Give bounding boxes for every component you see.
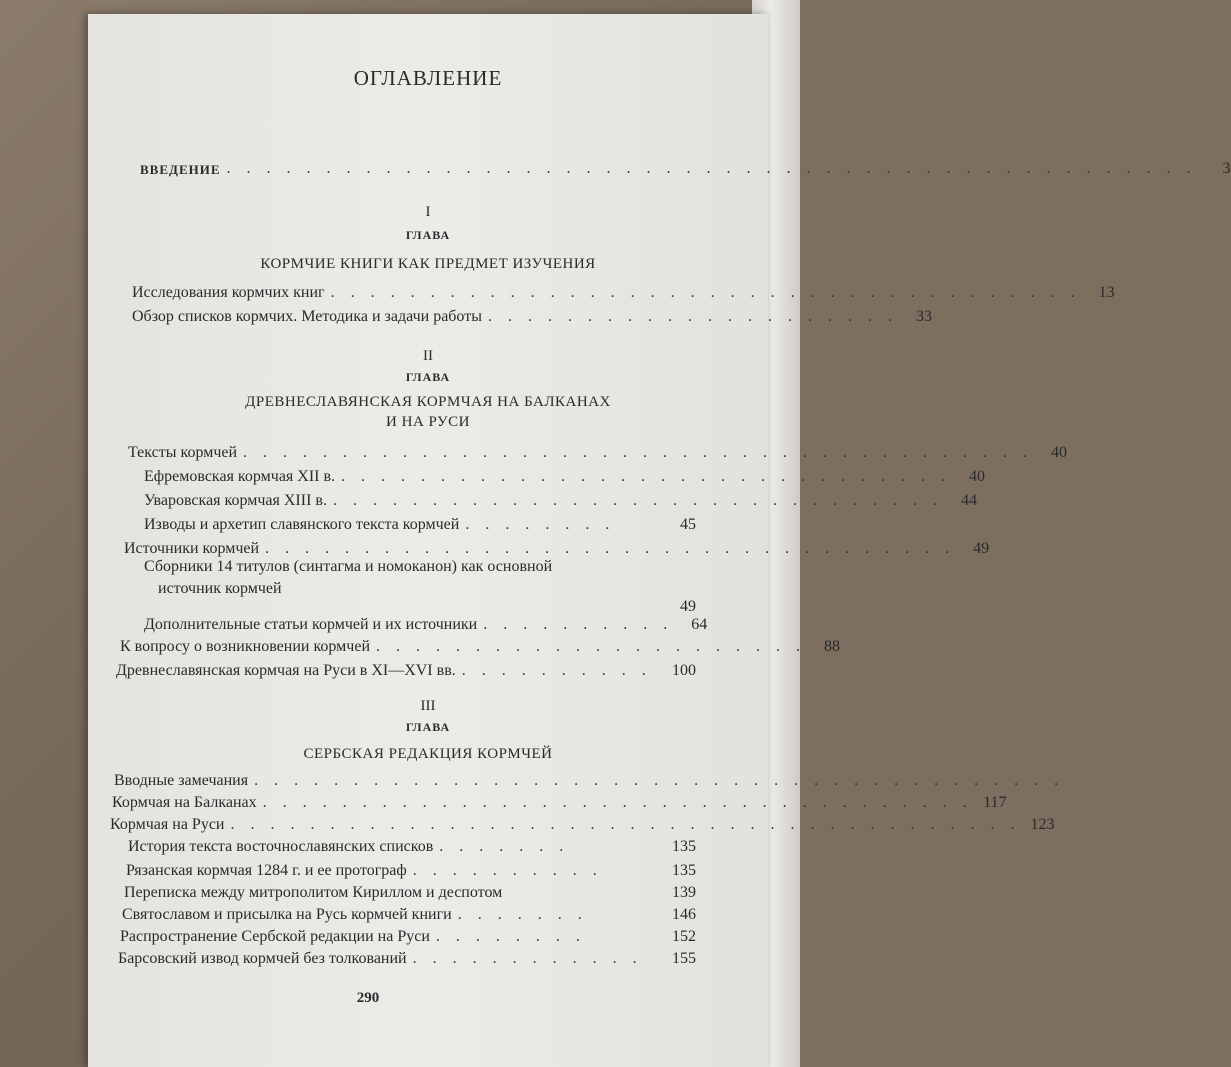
book-page (88, 14, 1231, 1067)
toc-entry-page: 135 (672, 862, 696, 879)
toc-entry-page: 123 (1030, 816, 1055, 833)
toc-entry (116, 658, 696, 680)
toc-entry (110, 812, 1055, 834)
toc-entry-intro (140, 156, 1231, 178)
toc-entry (128, 834, 696, 856)
leader-dots: . . . . . . . . . . (461, 662, 652, 679)
leader-dots (288, 580, 662, 598)
toc-entry (112, 790, 1007, 812)
toc-entry-page: 3 (1222, 160, 1231, 177)
toc-entry-text: Распространение Сербской редакции на Руси (120, 928, 430, 945)
leader-dots: . . . . . . . . (465, 516, 616, 533)
chapter-numeral: II (423, 348, 433, 364)
toc-entry-page: 135 (672, 838, 696, 855)
chapter-title: ДРЕВНЕСЛАВЯНСКАЯ КОРМЧАЯ НА БАЛКАНАХ (245, 394, 611, 410)
toc-entry-text: Тексты кормчей (128, 444, 238, 461)
leader-dots: . . . . . . . . (435, 928, 586, 945)
leader-dots: . . . . . . . . . . . . . . . . . . . . . (487, 308, 898, 325)
toc-entry-page: 40 (1051, 444, 1068, 461)
leader-dots (508, 884, 662, 902)
chapter-label: ГЛАВА (405, 228, 451, 242)
toc-entry-text: Святославом и присылка на Русь кормчей книги (122, 906, 452, 923)
chapter-title: КОРМЧИЕ КНИГИ КАК ПРЕДМЕТ ИЗУЧЕНИЯ (260, 256, 596, 272)
chapter-numeral: III (420, 698, 436, 714)
chapter-label: ГЛАВА (405, 720, 451, 734)
toc-entry-text: Изводы и архетип славянского текста кормчей (144, 516, 460, 533)
toc-entry (144, 488, 977, 510)
toc-entry-page: 44 (960, 492, 977, 509)
toc-entry (126, 858, 696, 880)
leader-dots: . . . . . . . . . . . . . . . . . . . . . . . . . . . . . . . (341, 468, 952, 485)
toc-entry (122, 902, 696, 924)
toc-entry-text: Вводные замечания (114, 772, 249, 789)
toc-entry-text: Барсовский извод кормчей без толкований (118, 950, 407, 967)
toc-entry (124, 536, 990, 558)
leader-dots: . . . . . . . . . . . . . . . . . . . . . . . . . . . . . . . (332, 492, 943, 509)
toc-entry-page: 49 (680, 598, 696, 615)
page-number: 290 (356, 990, 380, 1006)
toc-entry-page: 117 (983, 794, 1007, 811)
leader-dots: . . . . . . . (457, 906, 588, 923)
toc-entry (128, 440, 1068, 462)
toc-entry-text: Исследования кормчих книг (132, 284, 325, 301)
leader-dots: . . . . . . . . . . . . . . . . . . . . . . . . . . . . . . . . . . . (265, 540, 956, 557)
chapter-title-line2: И НА РУСИ (386, 414, 470, 430)
chapter-label: ГЛАВА (405, 370, 451, 384)
leader-dots: . . . . . . . . . . . . . . . . . . . . . . . . . . . . . . . . . . . . . . (330, 284, 1081, 301)
toc-entry-page: 45 (680, 516, 696, 533)
toc-entry (144, 512, 696, 534)
leader-dots: . . . . . . . . . . (412, 862, 603, 879)
leader-dots: . . . . . . . . . . . . . . . . . . . . . . (376, 638, 806, 655)
toc-entry-text: Кормчая на Балканах (112, 794, 257, 811)
toc-entry-text: Переписка между митрополитом Кириллом и деспотом (124, 884, 503, 901)
leader-dots: . . . . . . . . . . . . . . . . . . . . . . . . . . . . . . . . . . . . (262, 794, 973, 811)
toc-entry-text: Древнеславянская кормчая на Руси в XI—XVI вв. (116, 662, 456, 679)
toc-entry-page: 152 (672, 928, 696, 945)
toc-entry (114, 768, 1065, 790)
toc-entry-text: Обзор списков кормчих. Методика и задачи работы (132, 308, 482, 325)
toc-entry (144, 612, 708, 634)
toc-entry-text: Уваровская кормчая XIII в. (144, 492, 327, 509)
toc-entry-page: 155 (672, 950, 696, 967)
toc-entry-label: ВВЕДЕНИЕ (140, 162, 221, 177)
toc-entry-text: Дополнительные статьи кормчей и их источники (144, 616, 478, 633)
leader-dots: . . . . . . . . . . . . (412, 950, 643, 967)
toc-entry-text: К вопросу о возникновении кормчей (120, 638, 370, 655)
toc-entry-page: 49 (973, 540, 990, 557)
toc-entry (124, 880, 696, 902)
leader-dots: . . . . . . . . . . . . . . . . . . . . . . . . . . . . . . . . . . . . . . . . (243, 444, 1034, 461)
toc-entry (132, 304, 932, 326)
toc-entry-page: 146 (672, 906, 696, 923)
toc-entry (144, 464, 986, 486)
toc-entry-text-continued: источник кормчей (158, 580, 282, 597)
toc-entry-text: Рязанская кормчая 1284 г. и ее протограф (126, 862, 407, 879)
toc-entry-page: 13 (1098, 284, 1115, 301)
toc-entry-page: 40 (969, 468, 986, 485)
leader-dots: . . . . . . . . . . . . . . . . . . . . . . . . . . . . . . . . . . . . . . . . . (254, 772, 1065, 789)
toc-entry (118, 946, 696, 968)
leader-dots: . . . . . . . (439, 838, 570, 855)
toc-entry-text: История текста восточнославянских списков (128, 838, 434, 855)
toc-entry-text: Кормчая на Руси (110, 816, 225, 833)
toc-entry (120, 924, 696, 946)
chapter-numeral: I (425, 204, 431, 220)
leader-dots: . . . . . . . . . . . . . . . . . . . . . . . . . . . . . . . . . . . . . . . . (230, 816, 1021, 833)
toc-entry (120, 634, 840, 656)
toc-entry (158, 576, 696, 615)
page-title: ОГЛАВЛЕНИЕ (353, 66, 503, 90)
leader-dots: . . . . . . . . . . (483, 616, 674, 633)
leader-dots: . . . . . . . . . . . . . . . . . . . . . . . . . . . . . . . . . . . . . . . . . . . . . . . . . (226, 160, 1197, 177)
toc-entry-page: 88 (824, 638, 840, 655)
toc-entry-text: Сборники 14 титулов (синтагма и номоканон) как основной (144, 558, 553, 575)
toc-entry (132, 280, 1115, 302)
toc-entry-page: 33 (915, 308, 932, 325)
chapter-title: СЕРБСКАЯ РЕДАКЦИЯ КОРМЧЕЙ (303, 746, 553, 762)
toc-entry-text: Ефремовская кормчая XII в. (144, 468, 336, 485)
toc-entry-text: Источники кормчей (124, 540, 260, 557)
toc-entry-page: 139 (672, 884, 696, 901)
toc-entry-page: 64 (691, 616, 708, 633)
toc-entry-page: 100 (672, 662, 696, 679)
